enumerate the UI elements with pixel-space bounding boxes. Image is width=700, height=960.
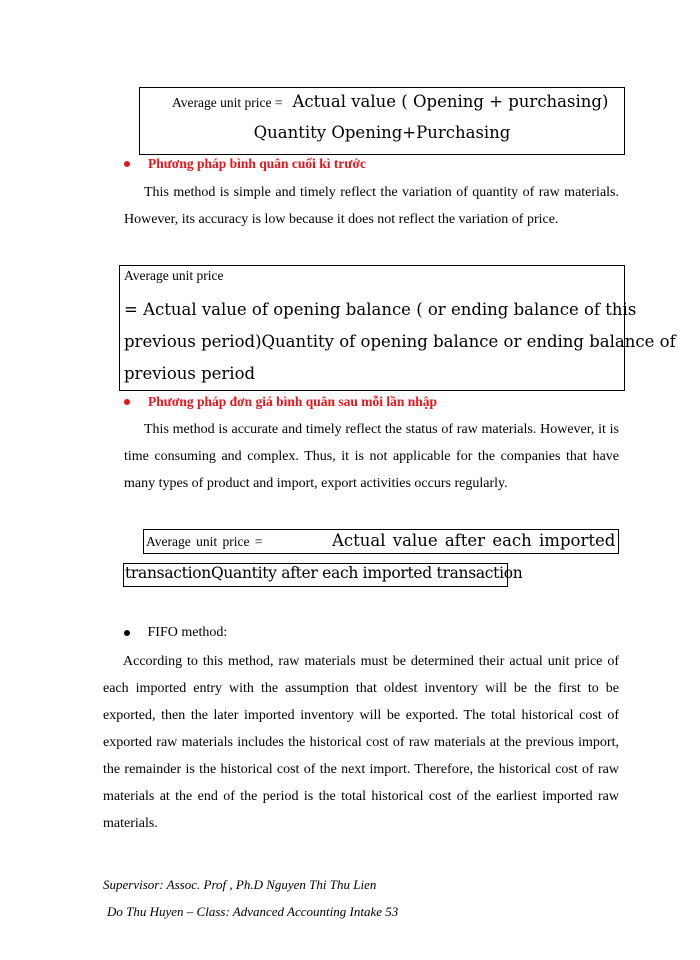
bullet-icon <box>124 399 130 405</box>
heading-text: Phương pháp đơn giá bình quân sau mỗi lần nhập <box>148 394 438 409</box>
footer-author: Do Thu Huyen – Class: Advanced Accounting Intake 53 <box>107 904 399 919</box>
section-heading-fifo <box>124 625 227 641</box>
formula-box-opening-purchasing <box>139 87 625 155</box>
formula-numerator: Actual value ( Opening + purchasing) <box>292 92 609 111</box>
paragraph-fifo: According to this method, raw materials must be determined their actual unit price of each imported entry with the assumption that oldest inventory will be the first to be exported, then the later imported inventory will be exported. The total historical cost of exported raw materials includes the historical cost of raw materials at the previous import, the remainder is the historical cost of the next import. Therefore, the historical cost of raw materials at the end of the period is the total historical cost of the earliest imported raw materials. <box>103 654 619 831</box>
bullet-icon <box>124 161 130 167</box>
formula-line: = Actual value of opening balance ( or ending balance of this <box>124 300 637 319</box>
paragraph-previous-period: This method is simple and timely reflect the variation of quantity of raw materials. However, its accuracy is low because it does not reflect the variation of price. <box>124 185 619 227</box>
section-heading-previous-period <box>124 155 366 173</box>
bullet-icon <box>124 630 130 636</box>
footer-supervisor: Supervisor: Assoc. Prof , Ph.D Nguyen Thi Thu Lien <box>103 877 377 892</box>
formula-line: previous period)Quantity of opening balance or ending balance of <box>124 332 676 351</box>
formula-label: Average unit price <box>124 268 224 283</box>
paragraph-after-each-import: This method is accurate and timely reflect the status of raw materials. However, it is time consuming and complex. Thus, it is not applicable for the companies that have many types of product and import, export activities occurs regularly. <box>124 422 619 491</box>
heading-text: Phương pháp bình quân cuối kì trước <box>148 156 366 171</box>
formula-box-after-each-import-line1 <box>143 529 619 554</box>
formula-box-opening-balance <box>119 265 676 391</box>
formula-label: Average unit price = <box>146 534 263 549</box>
formula-value: transactionQuantity after each imported transaction <box>125 564 523 582</box>
formula-value: Actual value after each imported <box>332 531 616 550</box>
heading-text: FIFO method: <box>147 625 228 640</box>
formula-line: previous period <box>124 364 256 383</box>
section-heading-after-each-import <box>124 393 437 411</box>
formula-denominator: Quantity Opening+Purchasing <box>253 123 511 142</box>
formula-box-after-each-import-line2 <box>123 563 523 587</box>
formula-label: Average unit price = <box>172 95 283 110</box>
